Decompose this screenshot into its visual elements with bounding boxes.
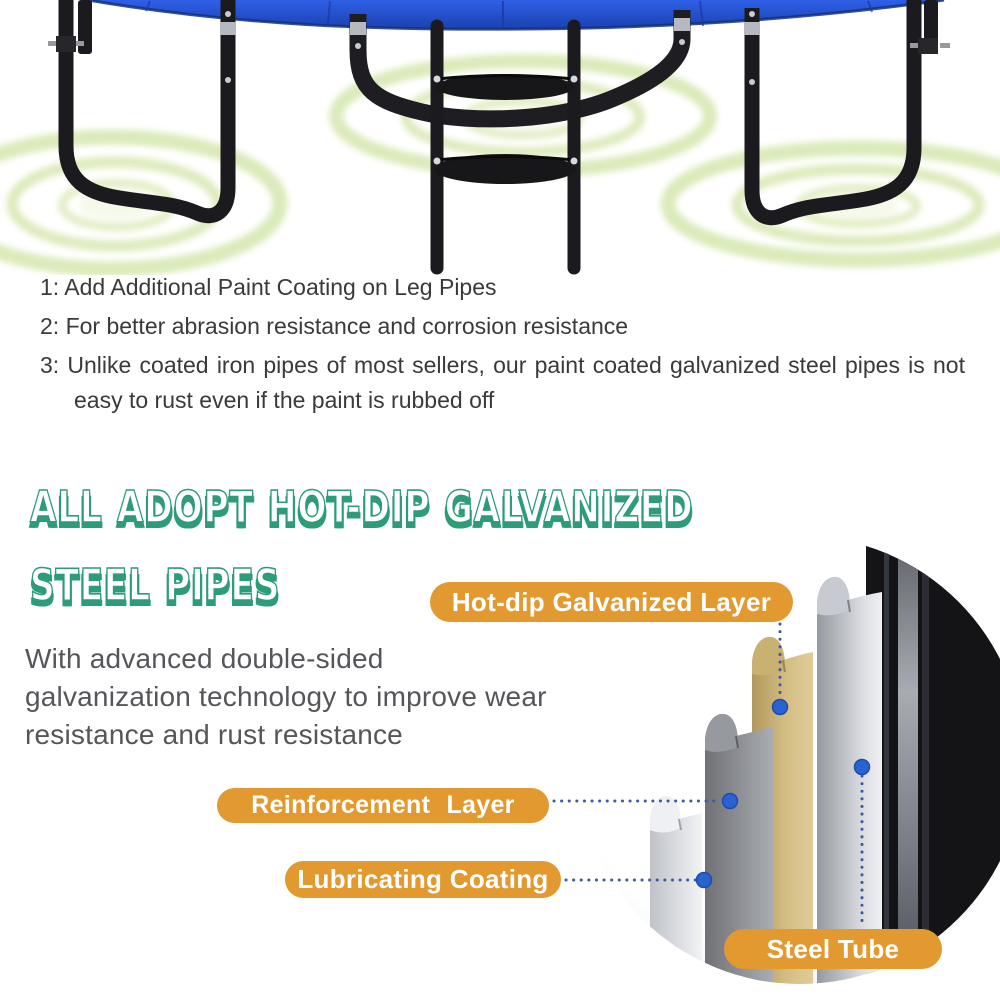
feature-item-3: 3: Unlike coated iron pipes of most sellers, our paint coated galvanized steel pipes is not easy to rust even if the paint is rubbed off xyxy=(40,352,965,413)
feature-list xyxy=(40,270,965,422)
marker-dot-steel-tube xyxy=(855,760,870,775)
section-heading-line1: ALL ADOPT HOT-DIP GALVANIZED xyxy=(30,482,694,533)
label-lubricating-coating: Lubricating Coating xyxy=(285,861,561,898)
marker-dot-reinforcement xyxy=(723,794,738,809)
label-hot-dip-galvanized-layer: Hot-dip Galvanized Layer xyxy=(430,582,793,622)
marker-dot-hot-dip xyxy=(773,700,788,715)
trampoline-underside-photo xyxy=(0,0,1000,275)
section-heading-line2: STEEL PIPES xyxy=(30,560,281,611)
label-steel-tube: Steel Tube xyxy=(724,929,942,969)
feature-item-1: 1: Add Additional Paint Coating on Leg Pipes xyxy=(40,274,497,300)
steel-tube-dark-surface xyxy=(866,534,1000,986)
feature-item-2: 2: For better abrasion resistance and corrosion resistance xyxy=(40,313,629,339)
marker-dot-lubricating xyxy=(697,873,712,888)
label-reinforcement-layer: Reinforcement Layer xyxy=(217,788,549,823)
layer-sheet-lubricating xyxy=(650,796,702,990)
trampoline-pad xyxy=(88,0,944,29)
section-description: With advanced double-sided galvanization technology to improve wear resistance and rust resistance xyxy=(25,643,547,750)
